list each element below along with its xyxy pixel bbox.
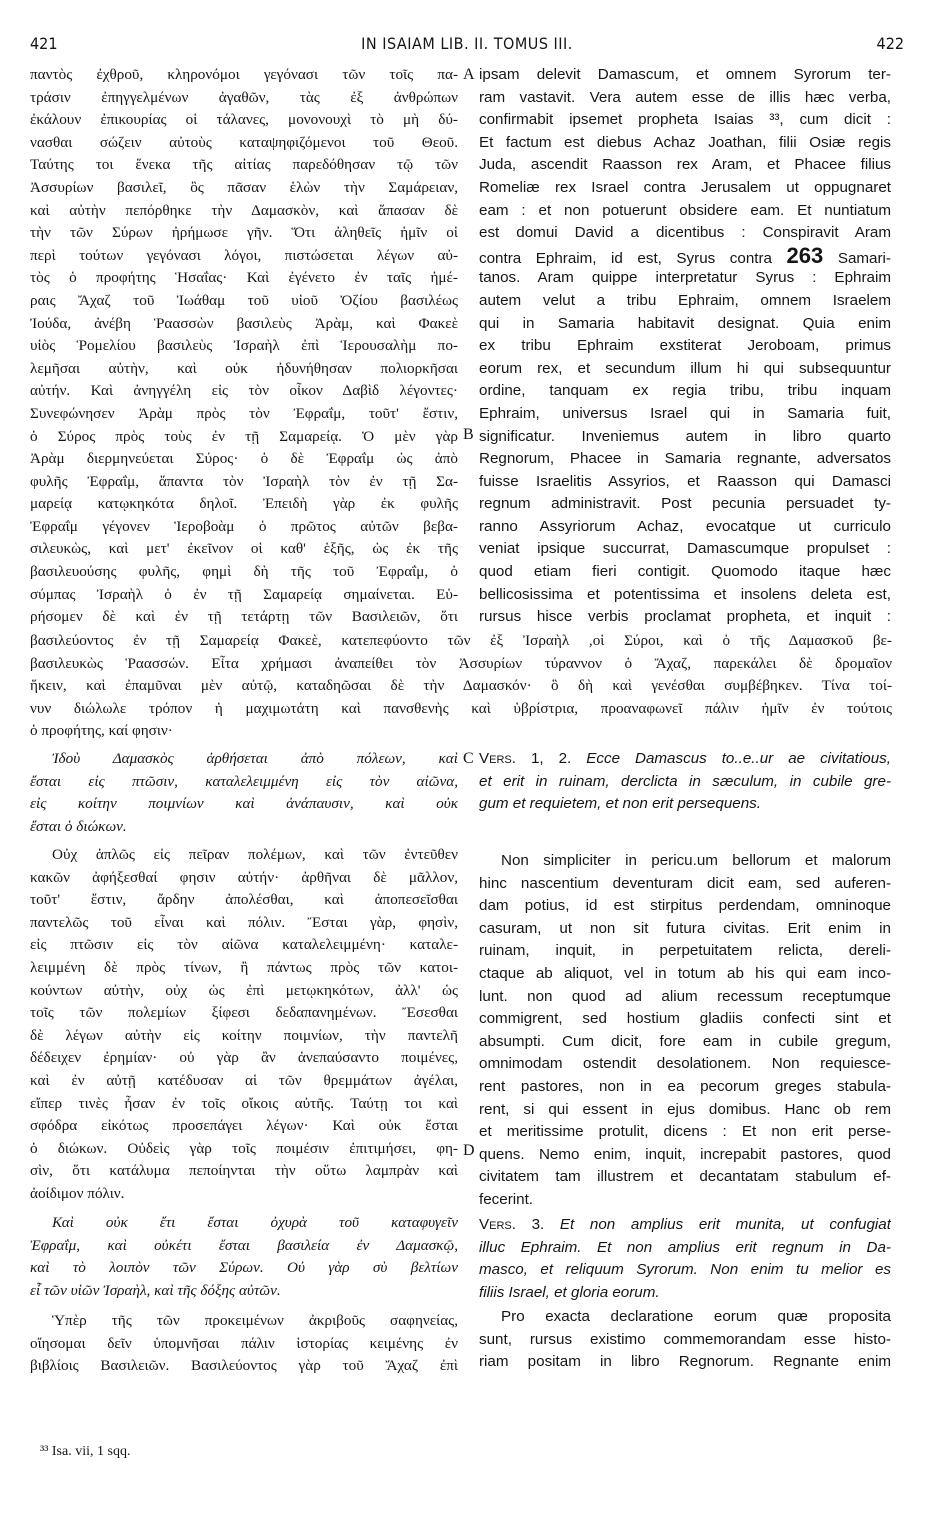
text-line: υἱὸς Ῥομελίου βασιλεὺς Ἰσραὴλ ἐπὶ Ἱερουσαλὴμ πο- xyxy=(30,337,458,355)
text-line: τὸς ὁ προφήτης Ἡσαΐας· Καὶ ἐγένετο ἐν ταῖς ἡμέ- xyxy=(30,269,458,287)
text-line: qui in Samaria habitavit designat. Quia enim xyxy=(479,314,891,332)
text-line: βασιλευούσης φυλῆς, φημὶ δὴ τῆς τοῦ Ἐφραΐμ, ὁ xyxy=(30,563,458,581)
text-line: hinc nascentium deventuram dicit eam, sed auferen- xyxy=(479,874,891,892)
latin-column-top xyxy=(479,64,891,629)
text-line: significatur. Inveniemus autem in libro quarto xyxy=(479,427,891,445)
right-page-number: 422 xyxy=(876,34,904,53)
verse-text-line: filiis Israel, et gloria eorum. xyxy=(479,1283,660,1301)
running-title: IN ISAIAM LIB. II. TOMUS III. xyxy=(361,34,573,53)
text-line: Romeliæ rex Israel contra Jerusalem ut oppugnaret xyxy=(479,178,891,196)
text-line: rent pastores, non in ea pecorum greges stabula- xyxy=(479,1077,891,1095)
text-line: Καὶ οὐκ ἔτι ἔσται ὀχυρὰ τοῦ καταφυγεῖν xyxy=(52,1214,458,1231)
text-line: εἶ τῶν υἱῶν Ἰσραὴλ, καὶ τῆς δόξης αὐτῶν. xyxy=(30,1281,281,1299)
text-line: σύμπας Ἰσραὴλ ὁ ἐν τῇ Σαμαρείᾳ σημαίνεται. Εὑ- xyxy=(30,585,458,603)
text-line: omnimodam ostendit desolationem. Non requiesce- xyxy=(479,1055,891,1073)
text-line: Ταύτης τοι ἕνεκα τῆς αἰτίας παρεδόθησαν τῷ τῶν xyxy=(30,156,458,174)
verse-text-line: Ecce Damascus to..e..ur ae civitatious, xyxy=(586,750,891,767)
text-line: Ἀσσυρίων βασιλεῖ, ὃς πᾶσαν ἑλὼν τὴν Σαμάρειαν, xyxy=(30,178,458,196)
text-line: Pro exacta declaratione eorum quæ proposita xyxy=(501,1308,891,1325)
verse-text-line: illuc Ephraim. Et non amplius erit regnum in Da- xyxy=(479,1238,891,1256)
text-line: est domui David a dicentibus : Conspiravit Aram xyxy=(479,224,891,242)
text-line: κακῶν ἀφήξεσθαί φησιν αὐτήν· ἀρθῆναι δὲ μᾶλλον, xyxy=(30,868,458,886)
verse-text-line: et erit in ruinam, derclicta in sæculum, in cubile gre- xyxy=(479,772,891,790)
latin-final-paragraph xyxy=(479,1306,891,1374)
verse-text-line: masco, et reliquum Syrorum. Non enim tu melior es xyxy=(479,1261,891,1279)
text-line: τὴν τῶν Σύρων ἠρήμωσε γῆν. Ὅτι ἀληθεῖς ἡμῖν οἱ xyxy=(30,224,458,242)
text-line: Juda, ascendit Raasson rex Aram, et Phacee filius xyxy=(479,156,891,174)
latin-verse-1 xyxy=(479,748,891,816)
text-line: ἥκειν, καὶ ἐπαμῦναι μὲν αὐτῷ, καταδηῶσαι δὲ τὴν Δαμασκόν· ὃ δὴ καὶ γενέσθαι συμβέβηκεν. Τίνα τοί- xyxy=(30,677,892,695)
text-line: σὶν, ὅτι κατάλυμα πεποίηνται τὴν οὕτω λαμπρὰν καὶ xyxy=(30,1162,458,1180)
text-line: ἔσται ὁ διώκων. xyxy=(30,817,127,835)
text-line: νυν διώλωλε τρόπον ἡ μαχιμωτάτη καὶ πανσθενὴς καὶ ὑβρίστρια, προαναφωνεῖ πάλιν ἡμῖν ἐν τούτοις xyxy=(30,699,892,717)
text-line: ὁ προφήτης, καί φησιν· xyxy=(30,722,173,740)
text-line: καὶ αὐτὴν πεπόρθηκε τὴν Δαμασκὸν, καὶ ἅπασαν δὲ xyxy=(30,201,458,219)
text-line: νασθαι σώζειν αὐτοὺς καταψηφιζόμενοι τοῦ Θεοῦ. xyxy=(30,133,458,151)
text-line: οἴησομαι δεῖν ὑπομνῆσαι πάλιν ἱστορίας κειμένης ἐν xyxy=(30,1334,458,1352)
text-line: τοῖς τῶν πολεμίων ξίφεσι δεδαπανημένων. Ἔσεσθαι xyxy=(30,1004,458,1022)
text-line: σφόδρα εἰκότως προσεπάγει λέγων· Καὶ οὐκ ἔσται xyxy=(30,1117,458,1135)
text-line: riam positam in libro Regnorum. Regnante enim xyxy=(479,1353,891,1371)
text-line: casuram, ut non sit futura civitas. Erit enim in xyxy=(479,919,891,937)
text-line: eorum rex, et secundum illum hi qui subsequuntur xyxy=(479,359,891,377)
text-line: dam potius, id est stirpitus perdendam, omninoque xyxy=(479,897,891,915)
text-line: quod etiam fieri contigit. Quomodo itaque hæc xyxy=(479,563,891,581)
text-line xyxy=(479,245,891,268)
text-line: Ἐφραΐμ γέγονεν Ἱεροβοὰμ ὁ πρῶτος αὐτῶν βεβα- xyxy=(30,517,458,535)
text-line: ordine, tanquam ex regia tribu, tribu inquam xyxy=(479,382,891,400)
text-line: ὁ Σύρος πρὸς τοὺς ἐν τῇ Σαμαρείᾳ. Ὁ μὲν γὰρ xyxy=(30,427,458,445)
greek-verse-3 xyxy=(30,1212,458,1302)
text-line: ctaque ab aliquot, vel in totum ab his qui eam inco- xyxy=(479,964,891,982)
text-line: καὶ τὸ λοιπὸν τῶν Σύρων. Οὐ γὰρ σὺ βελτίων xyxy=(30,1259,458,1277)
text-line: δέδειχεν ἐρημίαν· οὐ γὰρ ἂν ἀνεπαύσαντο ποιμένες, xyxy=(30,1049,458,1067)
text-line: ἔσται εἰς πτῶσιν, καταλελειμμένη εἰς τὸν αἰῶνα, xyxy=(30,772,458,790)
text-line: et meritissime protulit, dicens : Et non erit perse- xyxy=(479,1123,891,1141)
text-line: εἰς κοίτην ποιμνίων καὶ ἀνάπαυσιν, καὶ οὐκ xyxy=(30,795,458,813)
margin-marker-d: D xyxy=(463,1142,475,1159)
text-line: τοῦτ' ἔστιν, ἄρδην ἀπολέσθαι, καὶ ἀποπεσεῖσθαι xyxy=(30,891,458,909)
text-line: absumpti. Cum dicit, fore eam in cubile gregum, xyxy=(479,1032,891,1050)
greek-column-top xyxy=(30,64,458,629)
latin-verse-3 xyxy=(479,1214,891,1304)
text-line: σιλευκὼς, καὶ μετ' ἐκεῖνον οἱ καθ' ἑξῆς, ὡς ἐκ τῆς xyxy=(30,540,458,558)
footnote: ³³ Isa. vii, 1 sqq. xyxy=(40,1444,131,1459)
text-fragment: contra Ephraim, id est, Syrus contra xyxy=(479,249,772,267)
text-line: τράσιν ἐπηγγελμένων ἀγαθῶν, τὰς ἐξ ἀνθρώπων xyxy=(30,88,458,106)
text-line: εἰς πτῶσιν εἰς τὸν αἰῶνα καταλελειμμένη· καταλε- xyxy=(30,936,458,954)
text-line: ἀοίδιμον πόλιν. xyxy=(30,1184,125,1202)
text-line: fecerint. xyxy=(479,1190,534,1208)
text-line: ρήσομεν δὲ καὶ ἐν τῇ τετάρτῃ τῶν Βασιλειῶν, ὅτι xyxy=(30,608,458,626)
full-width-text xyxy=(30,630,892,743)
text-line: ram vastavit. Vera autem esse de illis hæc verba, xyxy=(479,88,891,106)
text-line: δὲ λέγων αὐτὴν εἰς κοίτην ποιμνίων, τὴν παντελῆ xyxy=(30,1026,458,1044)
text-line: commigrent, sed hostium gladiis confecti sint et xyxy=(479,1010,891,1028)
text-line: sunt, rursus existimo commemorandam esse histo- xyxy=(479,1330,891,1348)
text-line: quens. Nemo enim, inquit, increpabit pastores, quod xyxy=(479,1145,891,1163)
text-line: rent, si qui essent in ejus domibus. Hanc ob rem xyxy=(479,1100,891,1118)
text-line: ἐκάλουν ἐπικουρίας οἱ τάλανες, μονονουχὶ τὸ μὴ δύ- xyxy=(30,111,458,129)
verse-label: Vers. 1, 2. xyxy=(479,750,572,767)
page-header xyxy=(30,34,904,58)
margin-marker-b: B xyxy=(463,426,474,443)
text-line: περὶ τούτων γεγόνασι λόγοι, πιστώσεται λέγων αὐ- xyxy=(30,246,458,264)
text-line: Συνεφώνησεν Ἀρὰμ πρὸς τὸν Ἐφραΐμ, τοῦτ' ἔστιν, xyxy=(30,404,458,422)
text-line: μαρείᾳ κατῳκηκότα δηλοῖ. Ἐπειδὴ γὰρ ἐκ φυλῆς xyxy=(30,495,458,513)
text-line: κούντων αὐτὴν, οὐχ ὡς ἐπὶ μετῳκηκότων, ἀλλ' ὡς xyxy=(30,981,458,999)
text-line: ruinam, inquit, in perpetuitatem relicta, dereli- xyxy=(479,942,891,960)
text-line: βιβλίοις Βασιλειῶν. Βασιλεύοντος γὰρ τοῦ Ἄχαζ ἐπὶ xyxy=(30,1357,458,1375)
left-page-number: 421 xyxy=(30,34,58,53)
text-line: rursus hisce verbis proclamat propheta, et inquit : xyxy=(479,608,891,626)
greek-final-paragraph xyxy=(30,1310,458,1378)
text-line: lunt. non quod ad alium recessum receptumque xyxy=(479,987,891,1005)
text-fragment: Samari- xyxy=(837,249,891,267)
text-line: Ἀρὰμ διερμηνεύεται Σύρος· ὁ δὲ Ἐφραΐμ ὡς ἀπὸ xyxy=(30,450,458,468)
greek-commentary xyxy=(30,844,458,1206)
text-line: ranno Assyriorum Achaz, evocatque ut curriculo xyxy=(479,517,891,535)
verse-text-line: Et non amplius erit munita, ut confugiat xyxy=(559,1216,891,1233)
text-line: civitatem tam illustrem et decantatam stabulum ef- xyxy=(479,1168,891,1186)
text-line: Et factum est diebus Achaz Joathan, filii Osiæ regis xyxy=(479,133,891,151)
greek-verse-1 xyxy=(30,748,458,838)
text-line: bellicosissima et potentissima et insolens deleta est, xyxy=(479,585,891,603)
text-line: ραις Ἄχαζ τοῦ Ἰωάθαμ τοῦ υἱοῦ Ὀζίου βασιλέως xyxy=(30,291,458,309)
text-line: φυλῆς Ἐφραΐμ, ἅπαντα τὸν Ἰσραὴλ τὸν ἐν τῇ Σα- xyxy=(30,472,458,490)
text-line: εἴπερ τινὲς ἦσαν ἐν τοῖς οἴκοις αὐτῆς. Ταύτῃ τοι καὶ xyxy=(30,1094,458,1112)
text-line: καὶ ἐν αὐτῇ κατέδυσαν αἱ τῶν θρεμμάτων ἀγέλαι, xyxy=(30,1071,458,1089)
text-line: regnum administravit. Post pecunia persuadet ty- xyxy=(479,495,891,513)
margin-marker-c: C xyxy=(463,750,474,767)
margin-marker-a: A xyxy=(463,66,475,83)
text-line: Non simpliciter in pericu.um bellorum et malorum xyxy=(501,852,891,869)
text-line: tanos. Aram quippe interpretatur Syrus : Ephraim xyxy=(479,269,891,287)
latin-commentary xyxy=(479,850,891,1212)
text-line: παντελῶς τοῦ εἶναι καὶ πόλιν. Ἔσται γὰρ, φησὶν, xyxy=(30,913,458,931)
text-line: αὐτήν. Καὶ ἀνηγγέλη εἰς τὸν οἶκον Δαβὶδ λέγοντες· xyxy=(30,382,458,400)
text-line: Οὐχ ἁπλῶς εἰς πεῖραν πολέμων, καὶ τῶν ἐντεῦθεν xyxy=(52,846,458,863)
text-line: Ἰούδα, ἀνέβη Ῥαασσὼν βασιλεὺς Ἀρὰμ, καὶ Φακεὲ xyxy=(30,314,458,332)
text-line: Ἐφραΐμ, καὶ οὐκέτι ἔσται βασιλεία ἐν Δαμασκῷ, xyxy=(30,1236,458,1254)
text-line: λειμμένη δὲ πρὸς τίνων, ἢ πάντως πρὸς τῶν κατοι- xyxy=(30,958,458,976)
verse-text-line: gum et requietem, et non erit persequens. xyxy=(479,795,761,813)
text-line: Ephraim, universus Israel qui in Samaria fuit, xyxy=(479,404,891,422)
text-line: βασιλευκὼς Ῥαασσών. Εἶτα χρήμασι ἀναπείθει τὸν Ἀσσυρίων τύραννον ὁ Ἄχαζ, παρεκάλει δὲ δρομαῖον xyxy=(30,654,892,672)
text-line: fuisse Israelitis Assyrios, et Raasson qui Damasci xyxy=(479,472,891,490)
text-line: confirmabit ipsemet propheta Isaias ³³, cum dicit : xyxy=(479,111,891,129)
verse-label: Vers. 3. xyxy=(479,1216,545,1233)
text-line: ὁ διώκων. Οὐδεὶς γὰρ τοῖς ποιμέσιν ἐπιτιμήσει, φη- xyxy=(30,1139,458,1157)
text-line: Regnorum, Phacee in Samaria regnante, adversatos xyxy=(479,450,891,468)
text-line: ipsam delevit Damascum, et omnem Syrorum ter- xyxy=(479,66,891,83)
text-line: Ἰδοὺ Δαμασκὸς ἀρθήσεται ἀπὸ πόλεων, καὶ xyxy=(52,750,458,767)
column-number: 263 xyxy=(786,244,824,268)
text-line: βασιλεύοντος ἐν τῇ Σαμαρείᾳ Φακεὲ, κατεπεφύοντο τῶν ἐξ Ἰσραὴλ ,οἱ Σύροι, καὶ ὁ τῆς Δαμασκοῦ βε- xyxy=(30,632,892,649)
text-line: autem velut a tribu Ephraim, omnem Israelem xyxy=(479,291,891,309)
text-line: eam : et non potuerunt obsidere eam. Et nuntiatum xyxy=(479,201,891,219)
text-line: παντὸς ἐχθροῦ, κληρονόμοι γεγόνασι τῶν τοῖς πα- xyxy=(30,66,458,83)
text-line: veniat ipsique succurrat, Damascumque propulset : xyxy=(479,540,891,558)
text-line: Ὑπὲρ τῆς τῶν προκειμένων ἀκριβοῦς σαφηνείας, xyxy=(52,1312,458,1329)
text-line: λεμῆσαι αὐτὴν, καὶ οὐκ ἠδυνήθησαν πολιορκῆσαι xyxy=(30,359,458,377)
text-line: ex tribu Ephraim exstiterat Jeroboam, primus xyxy=(479,337,891,355)
